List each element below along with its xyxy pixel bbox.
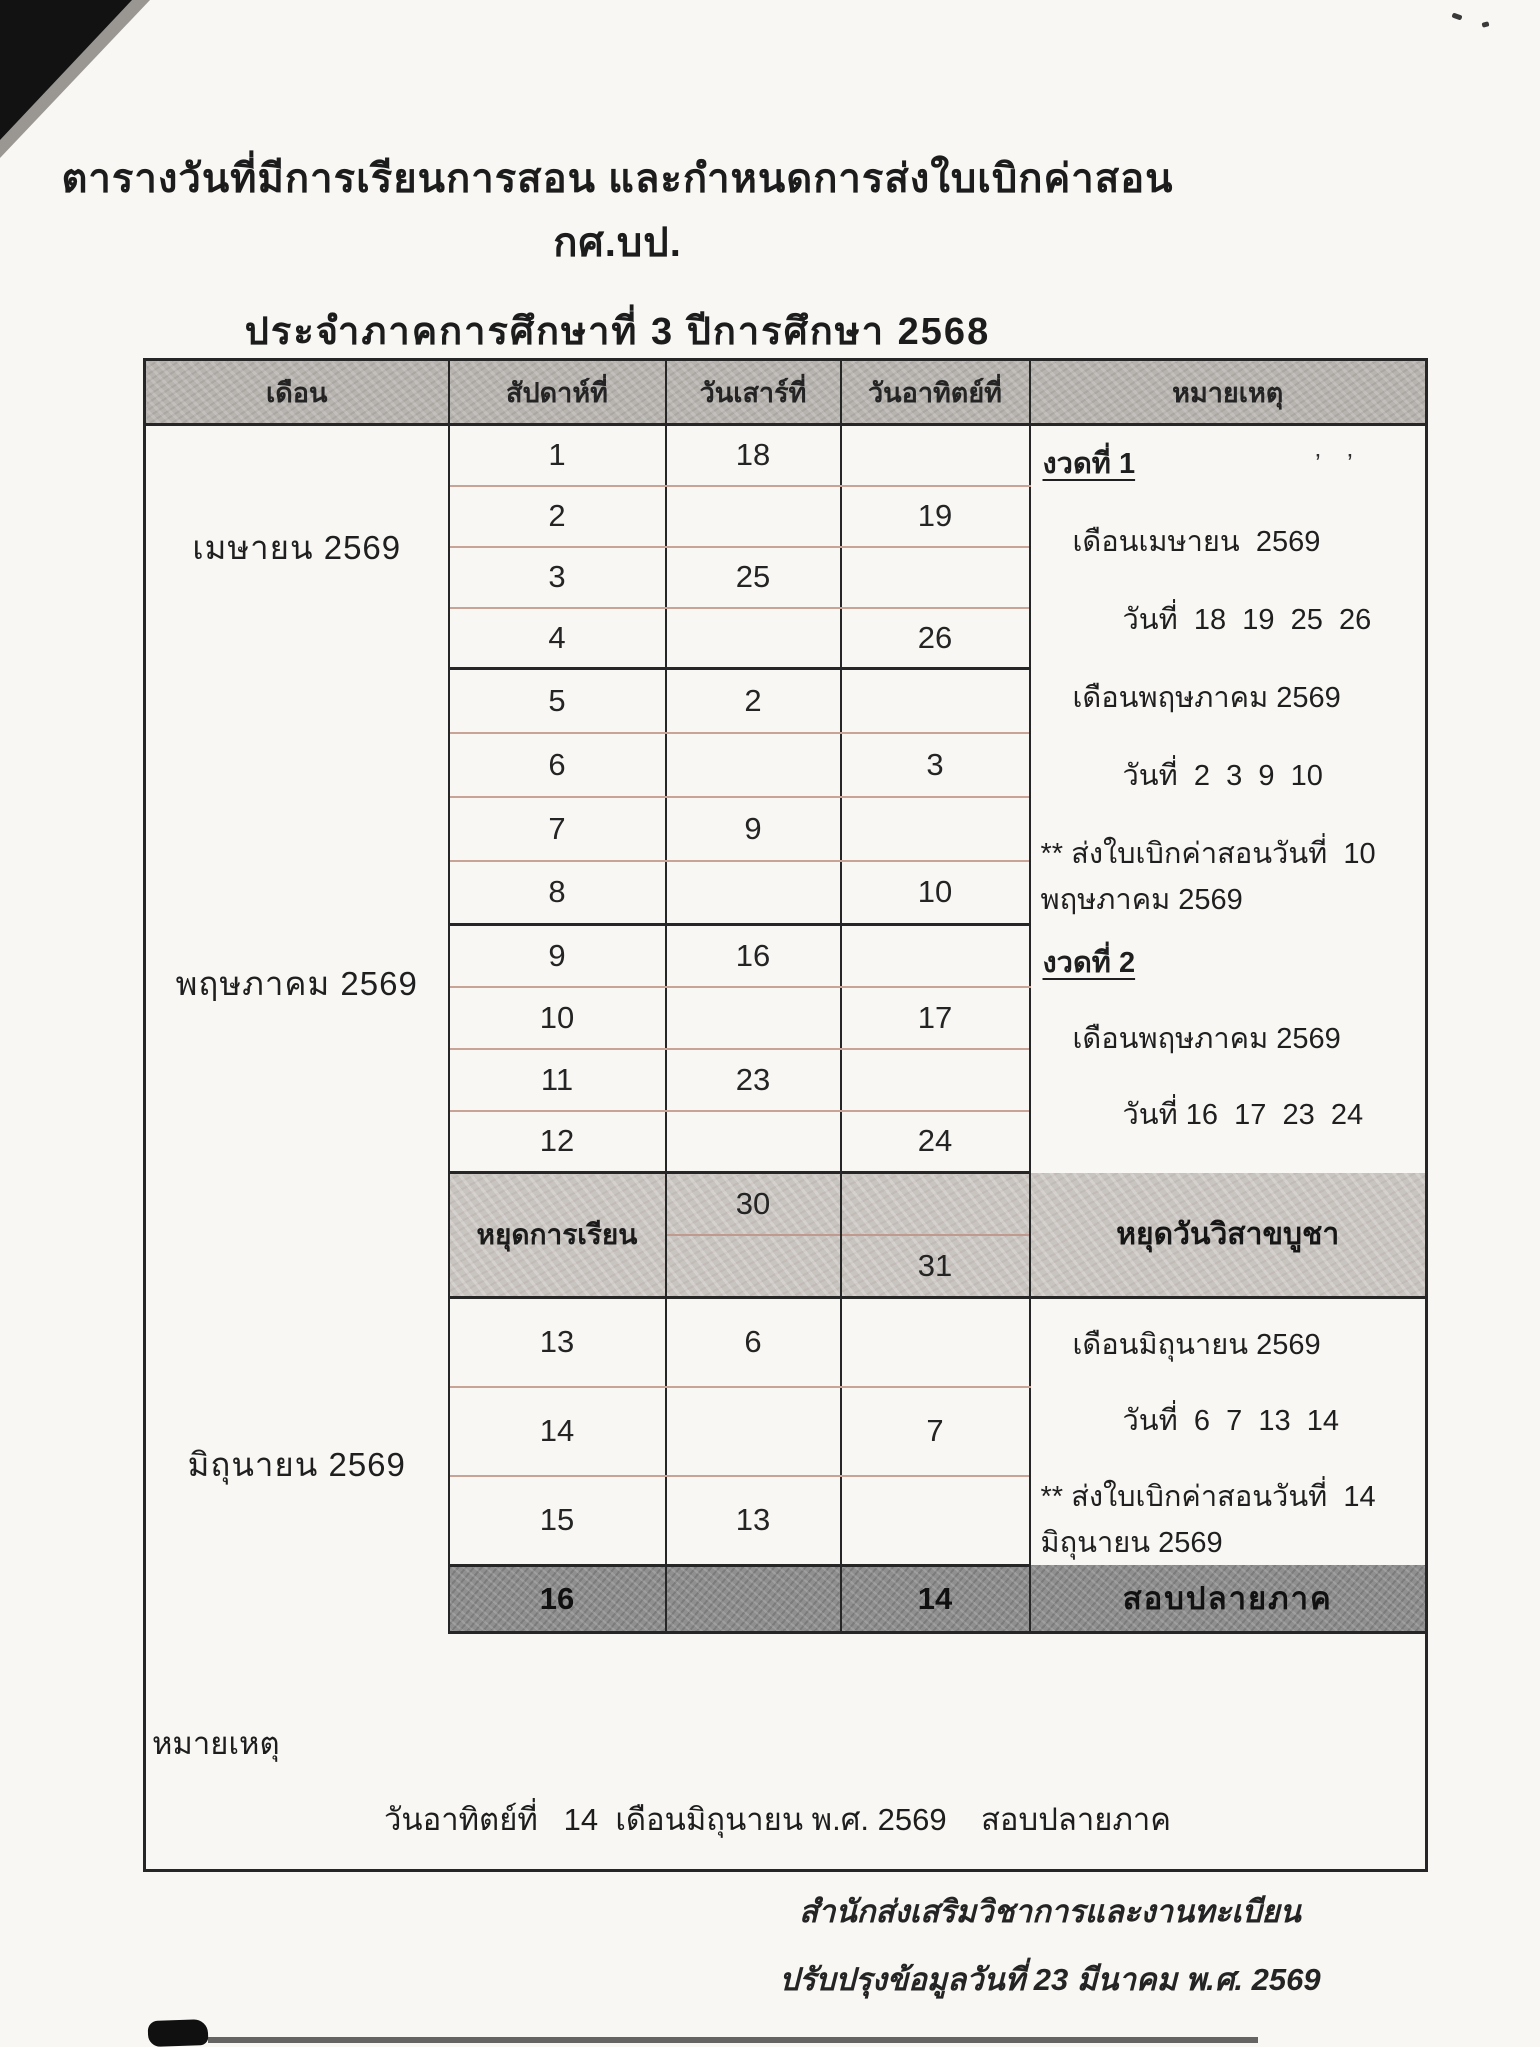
sunday-cell: 3 xyxy=(841,733,1030,797)
week-cell: 11 xyxy=(449,1049,666,1111)
week-cell: 1 xyxy=(449,425,666,486)
header-sunday: วันอาทิตย์ที่ xyxy=(841,360,1030,425)
saturday-cell xyxy=(666,486,841,547)
remark-period2-cell xyxy=(1030,925,1427,1173)
document-title xyxy=(0,146,1235,361)
teaching-schedule-table xyxy=(143,358,1428,1872)
note-line: วันอาทิตย์ที่ 14 เดือนมิถุนายน พ.ศ. 2569 สอบปลายภาค xyxy=(384,1801,1172,1837)
remark-line: เดือนพฤษภาคม 2569 xyxy=(1072,682,1341,714)
saturday-cell xyxy=(666,987,841,1049)
exam-week-cell: 16 xyxy=(449,1565,666,1632)
holiday-sunday-date: 31 xyxy=(917,1248,953,1283)
week-cell: 7 xyxy=(449,797,666,861)
saturday-cell: 25 xyxy=(666,547,841,608)
saturday-cell xyxy=(666,733,841,797)
corner-fold-artifact xyxy=(0,0,132,140)
month-cell-june: มิถุนายน 2569 xyxy=(145,1298,449,1633)
month-cell-april: เมษายน 2569 xyxy=(145,425,449,669)
sunday-cell xyxy=(841,925,1030,987)
period2-title: งวดที่ 2 xyxy=(1042,946,1136,979)
holiday-saturday-cell xyxy=(666,1173,841,1298)
footer-office-name: สำนักส่งเสริมวิชาการและงานทะเบียน xyxy=(799,1894,1301,1929)
holiday-saturday-date: 30 xyxy=(667,1174,840,1236)
remark-line: วันที่ 18 19 25 26 xyxy=(1122,604,1372,636)
remark-line: วันที่ 6 7 13 14 xyxy=(1122,1405,1339,1437)
title-line-1: ตารางวันที่มีการเรียนการสอน และกำหนดการส่งใบเบิกค่าสอน กศ.บป. xyxy=(61,157,1174,265)
remark-june-cell xyxy=(1030,1298,1427,1566)
week-cell: 5 xyxy=(449,669,666,733)
scan-speck xyxy=(1481,21,1489,28)
week-cell: 9 xyxy=(449,925,666,987)
saturday-cell: 23 xyxy=(666,1049,841,1111)
header-remark: หมายเหตุ xyxy=(1030,360,1427,425)
month-cell-may: พฤษภาคม 2569 xyxy=(145,669,449,1298)
saturday-cell xyxy=(666,608,841,669)
remark-line: เดือนพฤษภาคม 2569 xyxy=(1072,1022,1341,1055)
sunday-cell: 7 xyxy=(841,1387,1030,1476)
sunday-cell: 17 xyxy=(841,987,1030,1049)
week-cell: 6 xyxy=(449,733,666,797)
week-cell: 8 xyxy=(449,861,666,925)
sunday-cell xyxy=(841,797,1030,861)
sunday-cell: 26 xyxy=(841,608,1030,669)
holiday-sunday-cell xyxy=(841,1173,1030,1298)
week-cell: 12 xyxy=(449,1111,666,1173)
sunday-cell xyxy=(841,1298,1030,1387)
saturday-cell xyxy=(666,1387,841,1476)
scan-bottom-edge xyxy=(208,2037,1258,2043)
holiday-label-cell: หยุดการเรียน xyxy=(449,1173,666,1298)
document-footer xyxy=(710,1886,1390,2004)
exam-sunday-cell: 14 xyxy=(841,1565,1030,1632)
sunday-cell: 10 xyxy=(841,861,1030,925)
week-cell: 14 xyxy=(449,1387,666,1476)
footer-updated-date: ปรับปรุงข้อมูลวันที่ 23 มีนาคม พ.ศ. 2569 xyxy=(779,1962,1321,1997)
week-cell: 2 xyxy=(449,486,666,547)
saturday-cell: 18 xyxy=(666,425,841,486)
header-month: เดือน xyxy=(145,360,449,425)
saturday-cell xyxy=(666,861,841,925)
header-saturday: วันเสาร์ที่ xyxy=(666,360,841,425)
cutoff-text-artifact xyxy=(148,2019,209,2047)
saturday-cell: 13 xyxy=(666,1476,841,1565)
remark-line: ** ส่งใบเบิกค่าสอนวันที่ 14 มิถุนายน 2569 xyxy=(1040,1481,1392,1559)
sunday-cell xyxy=(841,547,1030,608)
saturday-cell: 6 xyxy=(666,1298,841,1387)
saturday-cell: 2 xyxy=(666,669,841,733)
week-cell: 13 xyxy=(449,1298,666,1387)
exam-remark-cell: สอบปลายภาค xyxy=(1030,1565,1427,1632)
remark-line: วันที่ 2 3 9 10 xyxy=(1122,760,1323,792)
period1-title: งวดที่ 1 xyxy=(1042,448,1136,480)
saturday-cell: 16 xyxy=(666,925,841,987)
remark-line: เดือนมิถุนายน 2569 xyxy=(1072,1329,1321,1361)
saturday-cell xyxy=(666,1111,841,1173)
holiday-remark-cell: หยุดวันวิสาขบูชา xyxy=(1030,1173,1427,1298)
remark-line: วันที่ 16 17 23 24 xyxy=(1122,1098,1364,1131)
week-cell: 10 xyxy=(449,987,666,1049)
exam-saturday-cell xyxy=(666,1565,841,1632)
sunday-cell: 19 xyxy=(841,486,1030,547)
week-cell: 3 xyxy=(449,547,666,608)
sunday-cell xyxy=(841,425,1030,486)
remark-period1-cell xyxy=(1030,425,1427,925)
sunday-cell xyxy=(841,1049,1030,1111)
week-cell: 4 xyxy=(449,608,666,669)
scan-speck xyxy=(1451,12,1462,20)
header-week: สัปดาห์ที่ xyxy=(449,360,666,425)
sunday-cell xyxy=(841,1476,1030,1565)
sunday-cell xyxy=(841,669,1030,733)
remark-line: เดือนเมษายน 2569 xyxy=(1072,526,1321,558)
remark-line: ** ส่งใบเบิกค่าสอนวันที่ 10 พฤษภาคม 2569 xyxy=(1040,838,1384,916)
stray-pen-marks: ’ ’ xyxy=(1315,448,1363,478)
title-line-2: ประจำภาคการศึกษาที่ 3 ปีการศึกษา 2568 xyxy=(244,311,991,353)
saturday-cell: 9 xyxy=(666,797,841,861)
week-cell: 15 xyxy=(449,1476,666,1565)
sunday-cell: 24 xyxy=(841,1111,1030,1173)
note-box xyxy=(145,1632,1427,1870)
note-label: หมายเหตุ xyxy=(152,1725,280,1761)
